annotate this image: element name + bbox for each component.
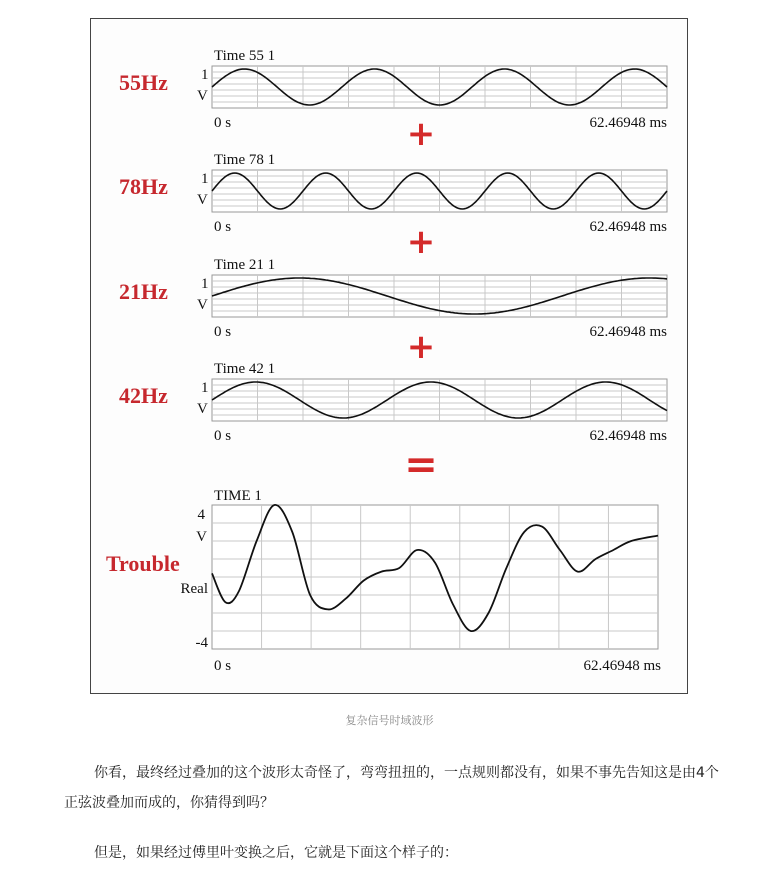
panel-y-tick: 1 [201, 380, 209, 396]
figure-caption: 复杂信号时域波形 [345, 714, 434, 727]
panel-x-end-label: 62.46948 ms [589, 324, 667, 340]
panel-y-unit: V [197, 297, 208, 313]
panel-x-start-label: 0 s [214, 219, 232, 235]
paragraph-2: 但是，如果经过傅里叶变换之后，它就是下面这个样子的： [94, 845, 458, 861]
waveform-chart [91, 19, 687, 693]
paragraph-1: 你看，最终经过叠加的这个波形太奇怪了，弯弯扭扭的，一点规则都没有，如果不事先告知这是由4个正弦波叠加而成的，你猜得到吗？ [64, 765, 719, 811]
panel-y-unit: V [197, 192, 208, 208]
sum-y-top-tick: 4 [197, 507, 205, 523]
waveform-figure [90, 18, 688, 694]
panel-time-label: Time 78 1 [214, 152, 276, 168]
sum-x-end-label: 62.46948 ms [583, 658, 661, 674]
panel-y-tick: 1 [201, 171, 209, 187]
panel-freq-label: 55Hz [119, 70, 168, 95]
panel-x-start-label: 0 s [214, 428, 232, 444]
panel-x-start-label: 0 s [214, 324, 232, 340]
panel-time-label: Time 55 1 [214, 48, 276, 64]
panel-time-label: Time 42 1 [214, 361, 276, 377]
panel-x-start-label: 0 s [214, 115, 232, 131]
plus-operator: + [406, 114, 436, 154]
panel-y-unit: V [197, 401, 208, 417]
equals-operator: = [404, 442, 438, 488]
sum-y-mid-label: Real [180, 581, 208, 597]
sum-y-unit: V [196, 529, 207, 545]
panel-x-end-label: 62.46948 ms [589, 428, 667, 444]
panel-y-tick: 1 [201, 276, 209, 292]
panel-x-end-label: 62.46948 ms [589, 219, 667, 235]
plus-operator: + [406, 327, 436, 367]
plus-operator: + [406, 222, 436, 262]
sum-time-label: TIME 1 [214, 488, 262, 504]
sum-panel-label: Trouble [106, 551, 180, 576]
panel-time-label: Time 21 1 [214, 257, 276, 273]
sum-y-bottom-tick: -4 [195, 635, 208, 651]
panel-y-unit: V [197, 88, 208, 104]
panel-freq-label: 42Hz [119, 383, 168, 408]
panel-freq-label: 21Hz [119, 279, 168, 304]
panel-y-tick: 1 [201, 67, 209, 83]
panel-freq-label: 78Hz [119, 174, 168, 199]
sum-x-start-label: 0 s [214, 658, 232, 674]
panel-x-end-label: 62.46948 ms [589, 115, 667, 131]
